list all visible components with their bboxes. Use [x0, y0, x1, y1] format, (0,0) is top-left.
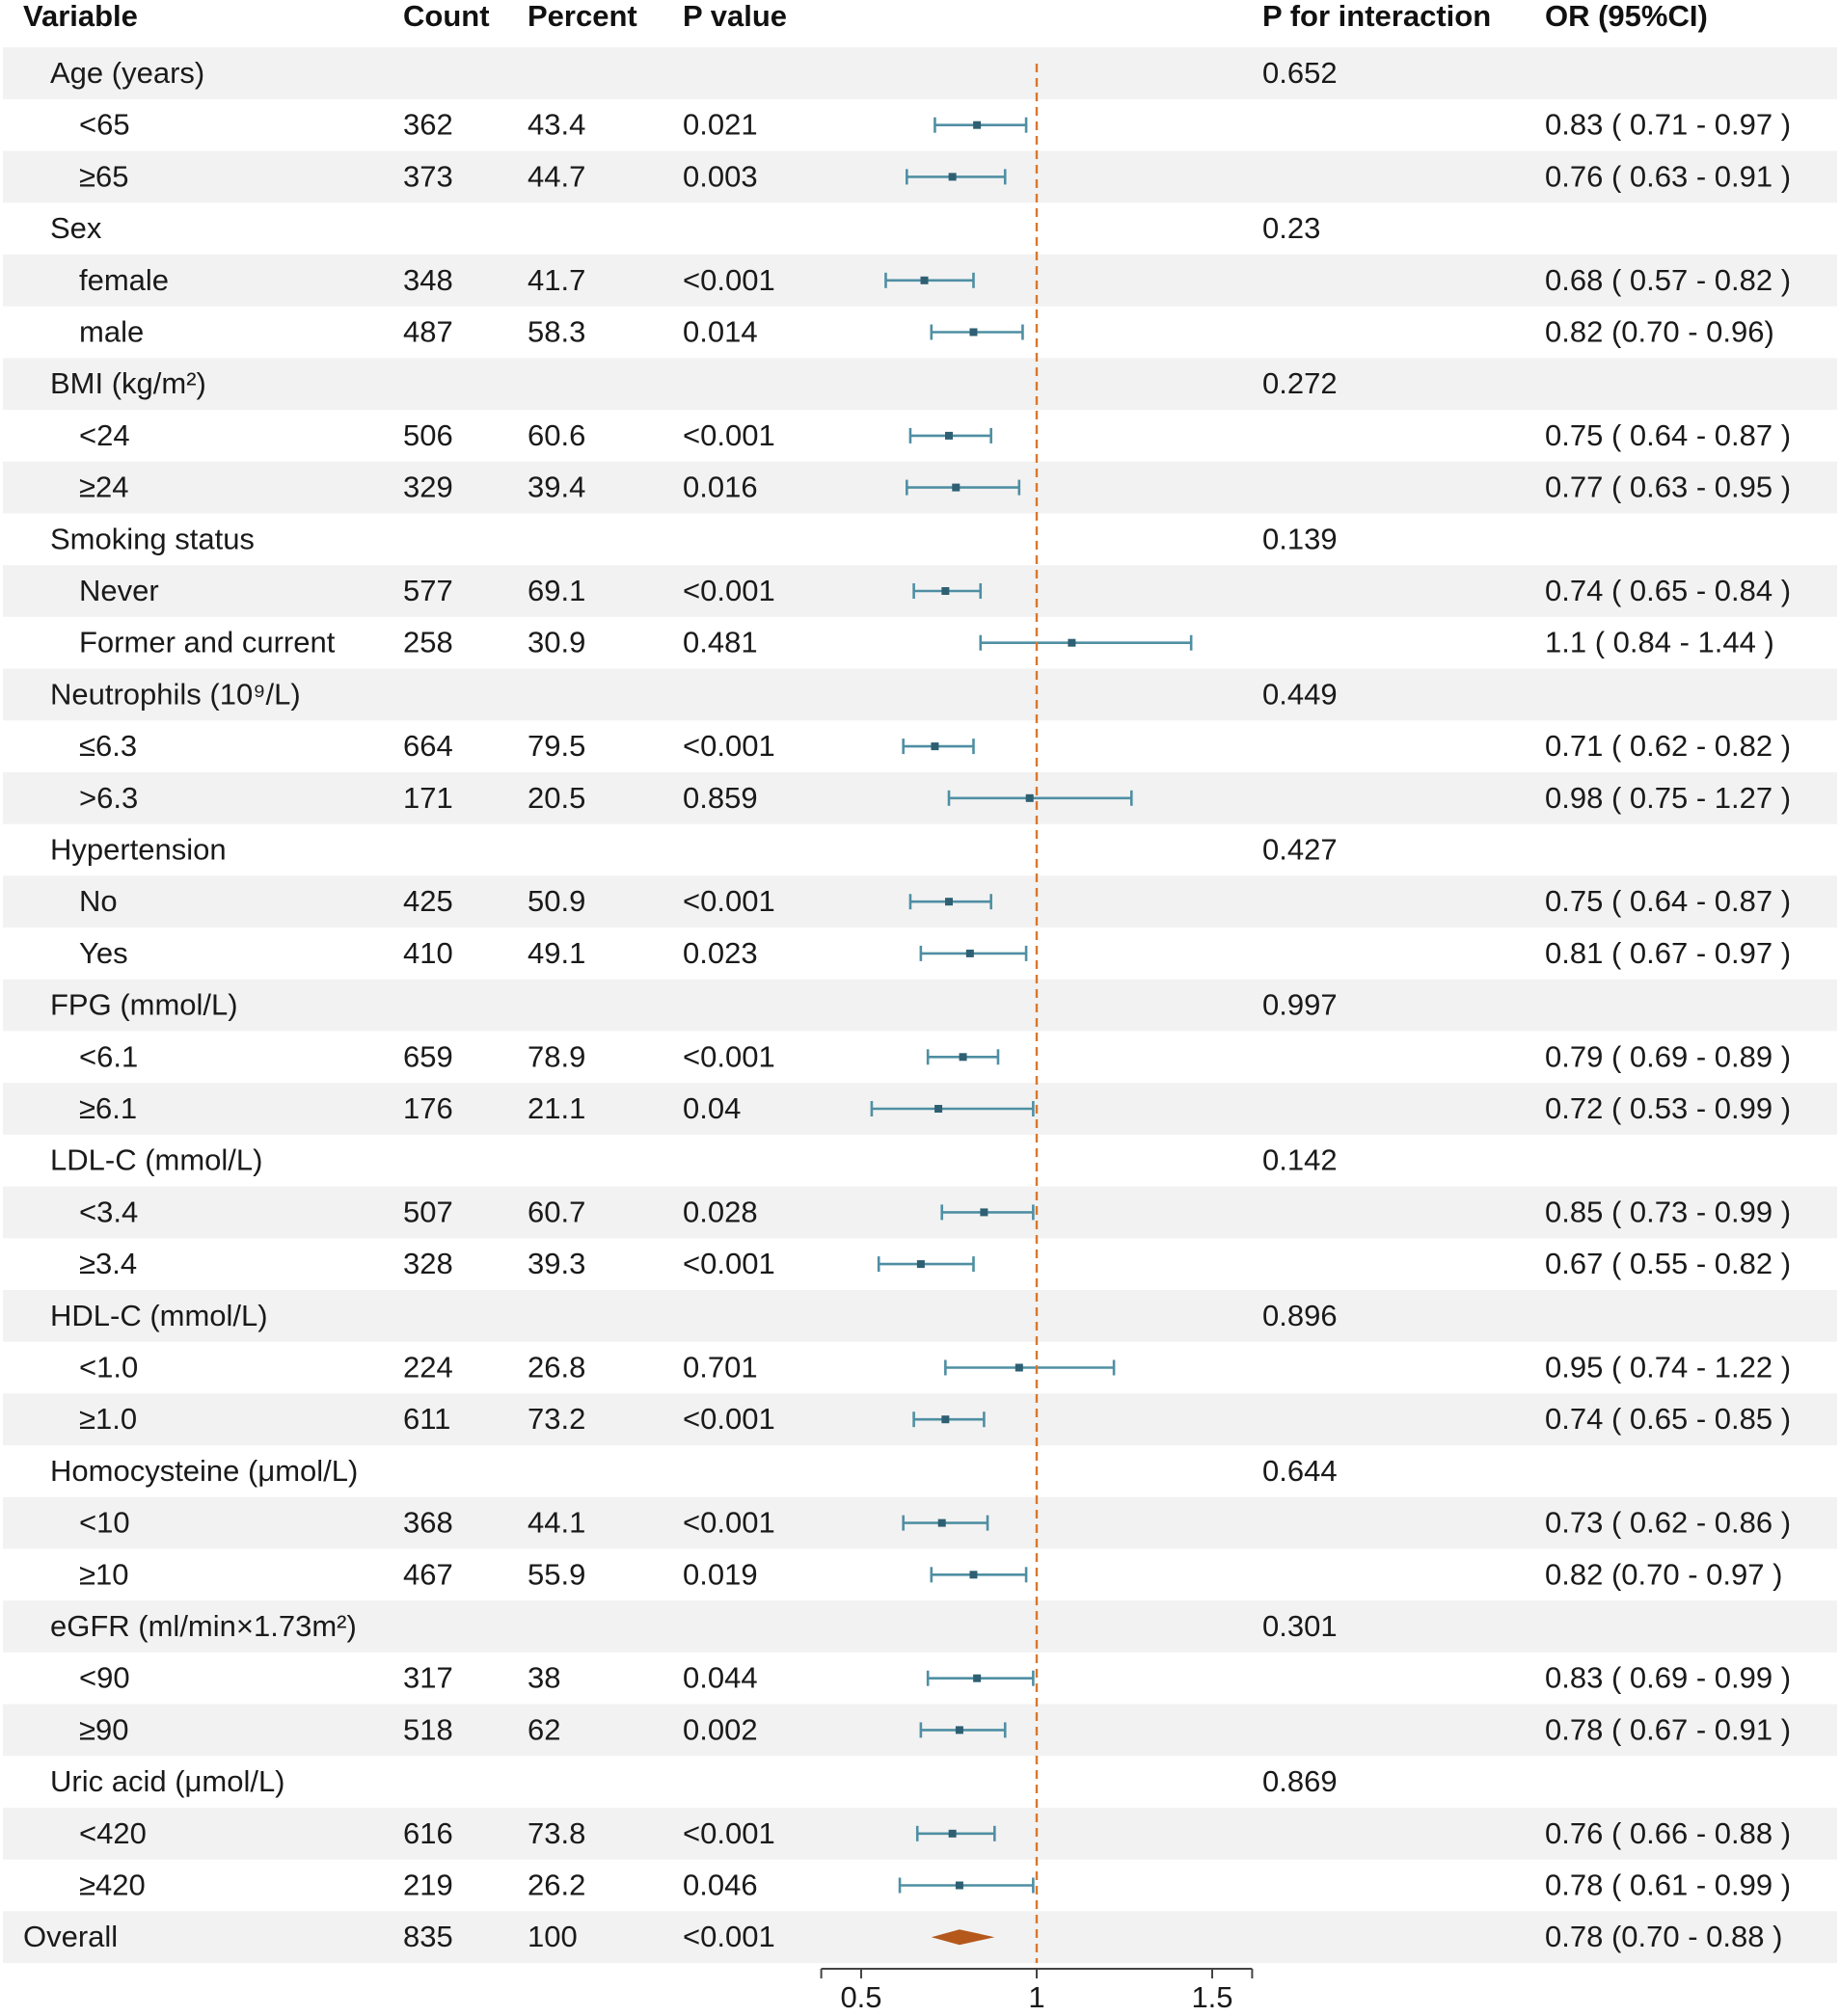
- or-ci-value: 0.79 ( 0.69 - 0.89 ): [1545, 1039, 1792, 1074]
- subgroup-label: <90: [79, 1660, 130, 1695]
- or-ci-value: 0.76 ( 0.66 - 0.88 ): [1545, 1815, 1792, 1850]
- subgroup-label: <24: [79, 417, 130, 452]
- p-interaction-value: 0.869: [1262, 1764, 1338, 1799]
- point-estimate: [1026, 794, 1034, 802]
- header-variable: Variable: [23, 0, 138, 33]
- point-estimate: [980, 1208, 988, 1216]
- point-estimate: [969, 1571, 977, 1578]
- point-estimate: [921, 277, 929, 284]
- percent-value: 26.8: [528, 1350, 586, 1384]
- point-estimate: [966, 950, 974, 957]
- or-ci-value: 0.83 ( 0.71 - 0.97 ): [1545, 107, 1792, 142]
- or-ci-value: 0.75 ( 0.64 - 0.87 ): [1545, 884, 1792, 919]
- point-estimate: [941, 587, 949, 595]
- count-value: 616: [403, 1815, 453, 1850]
- group-label: Homocysteine (μmol/L): [50, 1453, 359, 1488]
- count-value: 577: [403, 574, 453, 607]
- percent-value: 21.1: [528, 1091, 586, 1125]
- percent-value: 39.3: [528, 1247, 586, 1281]
- or-ci-value: 0.77 ( 0.63 - 0.95 ): [1545, 470, 1792, 504]
- subgroup-label: <3.4: [79, 1195, 139, 1229]
- count-value: 328: [403, 1247, 453, 1281]
- count-value: 659: [403, 1039, 453, 1074]
- percent-value: 60.6: [528, 417, 586, 452]
- count-value: 258: [403, 625, 453, 659]
- count-value: 518: [403, 1712, 453, 1747]
- percent-value: 30.9: [528, 625, 586, 659]
- p-value: 0.002: [683, 1712, 758, 1747]
- or-ci-value: 0.74 ( 0.65 - 0.84 ): [1545, 574, 1792, 607]
- p-value: 0.481: [683, 625, 758, 659]
- p-value: 0.023: [683, 935, 758, 970]
- subgroup-label: ≥24: [79, 470, 129, 504]
- or-ci-value: 0.78 ( 0.61 - 0.99 ): [1545, 1868, 1792, 1902]
- point-estimate: [949, 1830, 957, 1838]
- subgroup-label: <420: [79, 1815, 147, 1850]
- point-estimate: [973, 121, 981, 129]
- percent-value: 49.1: [528, 935, 586, 970]
- subgroup-label: <65: [79, 107, 130, 142]
- group-row: [50, 522, 1338, 555]
- count-value: 348: [403, 262, 453, 297]
- group-label: BMI (kg/m²): [50, 366, 206, 401]
- row-band: [3, 358, 1837, 410]
- p-interaction-value: 0.427: [1262, 832, 1338, 867]
- percent-value: 60.7: [528, 1195, 586, 1229]
- or-ci-value: 0.83 ( 0.69 - 0.99 ): [1545, 1660, 1792, 1695]
- or-ci-value: 0.78 (0.70 - 0.88 ): [1545, 1920, 1783, 1954]
- group-label: Sex: [50, 211, 102, 246]
- subgroup-label: ≥3.4: [79, 1247, 138, 1281]
- point-estimate: [934, 1105, 942, 1113]
- or-ci-value: 0.75 ( 0.64 - 0.87 ): [1545, 417, 1792, 452]
- group-label: Smoking status: [50, 522, 255, 556]
- or-ci-value: 0.72 ( 0.53 - 0.99 ): [1545, 1091, 1792, 1125]
- point-estimate: [917, 1260, 925, 1268]
- point-estimate: [941, 1415, 949, 1423]
- subgroup-label: ≥65: [79, 159, 129, 194]
- header-p-interaction: P for interaction: [1262, 0, 1492, 33]
- percent-value: 69.1: [528, 574, 586, 607]
- row-band: [3, 47, 1837, 99]
- group-label: FPG (mmol/L): [50, 987, 238, 1022]
- or-ci-value: 0.82 (0.70 - 0.97 ): [1545, 1557, 1783, 1592]
- percent-value: 39.4: [528, 470, 586, 504]
- count-value: 329: [403, 470, 453, 504]
- percent-value: 73.8: [528, 1815, 586, 1850]
- p-value: 0.859: [683, 780, 758, 815]
- header-or-ci: OR (95%CI): [1545, 0, 1708, 33]
- or-ci-value: 1.1 ( 0.84 - 1.44 ): [1545, 625, 1774, 659]
- group-row: [50, 211, 1320, 245]
- p-value: <0.001: [683, 1920, 775, 1954]
- x-tick-label: 1: [1028, 1980, 1045, 2015]
- p-interaction-value: 0.139: [1262, 522, 1338, 556]
- count-value: 467: [403, 1557, 453, 1592]
- count-value: 219: [403, 1868, 453, 1902]
- p-value: <0.001: [683, 1402, 775, 1437]
- p-value: <0.001: [683, 1815, 775, 1850]
- subgroup-label: >6.3: [79, 780, 139, 815]
- point-estimate: [973, 1675, 981, 1682]
- p-value: <0.001: [683, 262, 775, 297]
- count-value: 171: [403, 780, 453, 815]
- percent-value: 38: [528, 1660, 561, 1695]
- p-value: <0.001: [683, 574, 775, 607]
- group-row: [50, 1454, 1338, 1488]
- percent-value: 79.5: [528, 729, 586, 764]
- point-estimate: [956, 1726, 963, 1734]
- count-value: 835: [403, 1920, 453, 1954]
- header-percent: Percent: [528, 0, 637, 33]
- percent-value: 50.9: [528, 884, 586, 919]
- count-value: 224: [403, 1350, 453, 1384]
- group-label: Hypertension: [50, 832, 227, 867]
- subgroup-label: Never: [79, 574, 159, 607]
- or-ci-value: 0.95 ( 0.74 - 1.22 ): [1545, 1350, 1792, 1384]
- count-value: 368: [403, 1505, 453, 1540]
- percent-value: 73.2: [528, 1402, 586, 1437]
- p-interaction-value: 0.652: [1262, 56, 1338, 90]
- subgroup-label: ≥10: [79, 1557, 129, 1592]
- percent-value: 44.7: [528, 159, 586, 194]
- group-label: Neutrophils (10⁹/L): [50, 677, 301, 712]
- p-value: 0.028: [683, 1195, 758, 1229]
- point-estimate: [945, 898, 953, 905]
- or-ci-value: 0.73 ( 0.62 - 0.86 ): [1545, 1505, 1792, 1540]
- count-value: 317: [403, 1660, 453, 1695]
- percent-value: 41.7: [528, 262, 586, 297]
- subgroup-label: male: [79, 314, 145, 349]
- group-label: Age (years): [50, 56, 205, 90]
- row-band: [3, 1290, 1837, 1342]
- point-estimate: [931, 742, 938, 750]
- subgroup-label: No: [79, 884, 118, 919]
- count-value: 410: [403, 935, 453, 970]
- group-label: eGFR (ml/min×1.73m²): [50, 1609, 357, 1643]
- x-tick-label: 0.5: [840, 1980, 882, 2015]
- count-value: 487: [403, 314, 453, 349]
- point-estimate: [938, 1519, 946, 1527]
- p-interaction-value: 0.644: [1262, 1453, 1338, 1488]
- p-interaction-value: 0.23: [1262, 211, 1321, 246]
- row-band: [3, 980, 1837, 1032]
- percent-value: 100: [528, 1920, 578, 1954]
- or-ci-value: 0.82 (0.70 - 0.96): [1545, 314, 1774, 349]
- subgroup-row: [79, 626, 1774, 659]
- count-value: 362: [403, 107, 453, 142]
- p-value: 0.019: [683, 1557, 758, 1592]
- p-value: <0.001: [683, 417, 775, 452]
- point-estimate: [1015, 1364, 1023, 1372]
- subgroup-label: Overall: [23, 1920, 119, 1954]
- count-value: 176: [403, 1091, 453, 1125]
- subgroup-label: ≥90: [79, 1712, 129, 1747]
- p-value: 0.046: [683, 1868, 758, 1902]
- header-count: Count: [403, 0, 490, 33]
- subgroup-label: <6.1: [79, 1039, 139, 1074]
- p-interaction-value: 0.997: [1262, 987, 1338, 1022]
- group-label: LDL-C (mmol/L): [50, 1142, 263, 1177]
- count-value: 664: [403, 729, 453, 764]
- subgroup-label: Former and current: [79, 625, 336, 659]
- percent-value: 20.5: [528, 780, 586, 815]
- percent-value: 55.9: [528, 1557, 586, 1592]
- group-row: [50, 833, 1338, 867]
- x-tick-label: 1.5: [1191, 1980, 1233, 2015]
- percent-value: 44.1: [528, 1505, 586, 1540]
- percent-value: 78.9: [528, 1039, 586, 1074]
- percent-value: 26.2: [528, 1868, 586, 1902]
- subgroup-row: [79, 1351, 1791, 1384]
- p-interaction-value: 0.272: [1262, 366, 1338, 401]
- point-estimate: [969, 329, 977, 336]
- subgroup-label: <10: [79, 1505, 130, 1540]
- count-value: 506: [403, 417, 453, 452]
- p-value: <0.001: [683, 1247, 775, 1281]
- group-label: Uric acid (μmol/L): [50, 1764, 285, 1799]
- or-ci-value: 0.68 ( 0.57 - 0.82 ): [1545, 262, 1792, 297]
- percent-value: 43.4: [528, 107, 586, 142]
- subgroup-label: female: [79, 262, 170, 297]
- p-interaction-value: 0.142: [1262, 1142, 1338, 1177]
- or-ci-value: 0.98 ( 0.75 - 1.27 ): [1545, 780, 1792, 815]
- group-row: [50, 1143, 1338, 1177]
- point-estimate: [945, 432, 953, 440]
- p-value: 0.021: [683, 107, 758, 142]
- x-axis: [822, 1969, 1253, 2014]
- p-value: 0.04: [683, 1091, 742, 1125]
- point-estimate: [952, 484, 960, 492]
- p-interaction-value: 0.301: [1262, 1609, 1338, 1643]
- subgroup-row: [79, 315, 1774, 349]
- or-ci-value: 0.85 ( 0.73 - 0.99 ): [1545, 1195, 1792, 1229]
- p-value: 0.044: [683, 1660, 758, 1695]
- point-estimate: [1068, 639, 1075, 647]
- or-ci-value: 0.76 ( 0.63 - 0.91 ): [1545, 159, 1792, 194]
- group-row: [50, 1764, 1338, 1798]
- p-value: 0.003: [683, 159, 758, 194]
- p-value: 0.016: [683, 470, 758, 504]
- p-value: <0.001: [683, 1505, 775, 1540]
- subgroup-label: <1.0: [79, 1350, 139, 1384]
- percent-value: 62: [528, 1712, 561, 1747]
- p-interaction-value: 0.896: [1262, 1298, 1338, 1332]
- or-ci-value: 0.78 ( 0.67 - 0.91 ): [1545, 1712, 1792, 1747]
- or-ci-value: 0.74 ( 0.65 - 0.85 ): [1545, 1402, 1792, 1437]
- subgroup-label: Yes: [79, 935, 128, 970]
- count-value: 425: [403, 884, 453, 919]
- subgroup-label: ≥6.1: [79, 1091, 138, 1125]
- subgroup-label: ≤6.3: [79, 729, 138, 764]
- point-estimate: [960, 1053, 967, 1061]
- count-value: 373: [403, 159, 453, 194]
- count-value: 611: [403, 1402, 451, 1437]
- point-estimate: [956, 1882, 963, 1890]
- count-value: 507: [403, 1195, 453, 1229]
- p-value: <0.001: [683, 1039, 775, 1074]
- or-ci-value: 0.71 ( 0.62 - 0.82 ): [1545, 729, 1792, 764]
- or-ci-value: 0.67 ( 0.55 - 0.82 ): [1545, 1247, 1792, 1281]
- point-estimate: [949, 173, 957, 180]
- p-value: 0.701: [683, 1350, 758, 1384]
- p-interaction-value: 0.449: [1262, 677, 1338, 712]
- subgroup-label: ≥1.0: [79, 1402, 138, 1437]
- p-value: <0.001: [683, 884, 775, 919]
- group-label: HDL-C (mmol/L): [50, 1298, 268, 1332]
- p-value: 0.014: [683, 314, 758, 349]
- header-p-value: P value: [683, 0, 788, 33]
- percent-value: 58.3: [528, 314, 586, 349]
- column-headers: [23, 0, 1708, 33]
- p-value: <0.001: [683, 729, 775, 764]
- or-ci-value: 0.81 ( 0.67 - 0.97 ): [1545, 935, 1792, 970]
- subgroup-label: ≥420: [79, 1868, 146, 1902]
